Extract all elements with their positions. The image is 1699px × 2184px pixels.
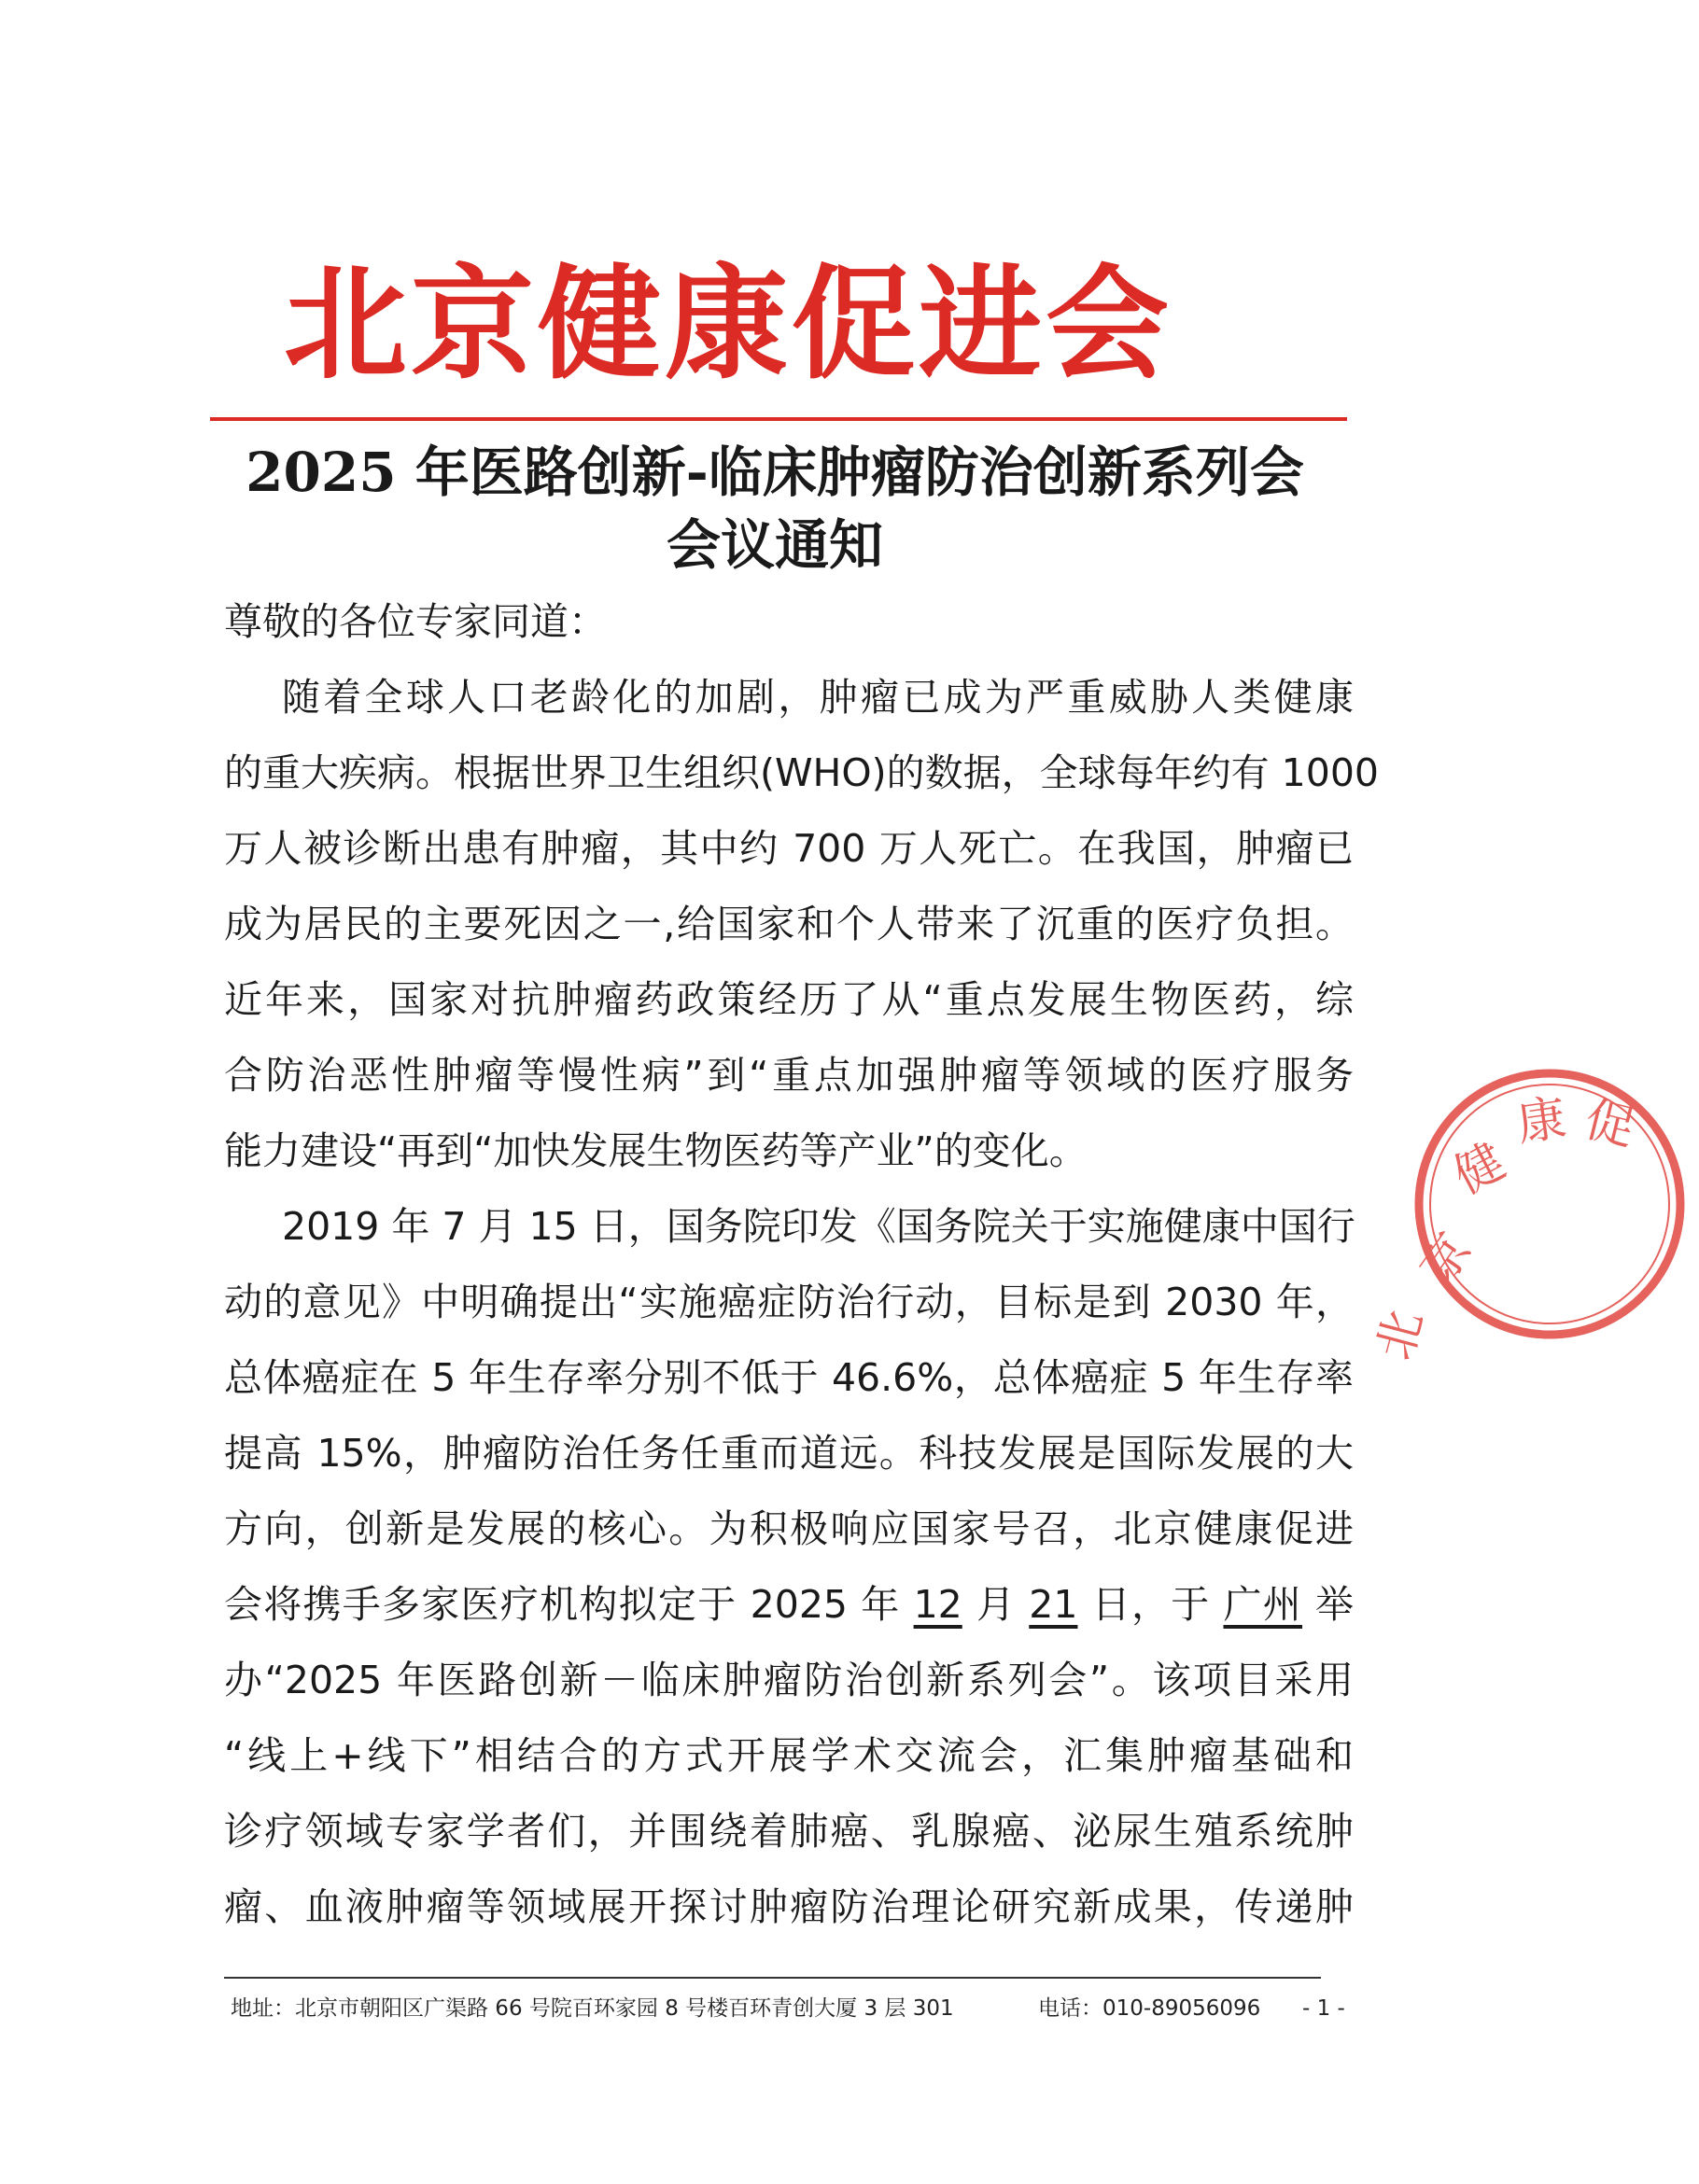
meeting-city: 广州 <box>1223 1582 1303 1627</box>
paragraph-1-line: 合防治恶性肿瘤等慢性病”到“重点加强肿瘤等领域的医疗服务 <box>224 1053 1354 1098</box>
svg-text:京: 京 <box>1409 1223 1483 1295</box>
notice-subtitle: 会议通知 <box>666 513 883 577</box>
paragraph-1-line: 万人被诊断出患有肿瘤，其中约 700 万人死亡。在我国，肿瘤已 <box>224 826 1354 871</box>
meeting-day: 21 <box>1029 1582 1078 1627</box>
seal-graphic <box>1368 1073 1680 1365</box>
header-divider <box>210 417 1347 421</box>
paragraph-2-line: 诊疗领域专家学者们，并围绕着肺癌、乳腺癌、泌尿生殖系统肿 <box>224 1809 1354 1854</box>
meeting-date-line <box>224 1567 1354 1643</box>
svg-text:健: 健 <box>1444 1133 1515 1206</box>
paragraph-2-line: 方向，创新是发展的核心。为积极响应国家号召，北京健康促进 <box>224 1506 1354 1551</box>
day-suffix: 日，于 <box>1090 1582 1211 1627</box>
date-line-prefix: 会将携手多家医疗机构拟定于 2025 年 <box>224 1582 901 1627</box>
paragraph-1-line: 随着全球人口老龄化的加剧，肿瘤已成为严重威胁人类健康 <box>282 675 1354 720</box>
paragraph-2-line: 动的意见》中明确提出“实施癌症防治行动，目标是到 2030 年， <box>224 1280 1354 1324</box>
page-number: - 1 - <box>1302 1996 1345 2021</box>
salutation: 尊敬的各位专家同道： <box>224 599 607 644</box>
svg-text:促: 促 <box>1579 1091 1640 1158</box>
meeting-month: 12 <box>913 1582 962 1627</box>
date-line-suffix: 举 <box>1315 1582 1355 1627</box>
paragraph-2-line: 2019 年 7 月 15 日，国务院印发《国务院关于实施健康中国行 <box>282 1204 1355 1249</box>
notice-title: 2025 年医路创新-临床肿瘤防治创新系列会 <box>246 441 1304 504</box>
paragraph-2-line: 瘤、血液肿瘤等领域展开探讨肿瘤防治理论研究新成果，传递肿 <box>224 1884 1354 1929</box>
letter-body <box>224 584 1380 1945</box>
paragraph-1-line: 近年来，国家对抗肿瘤药政策经历了从“重点发展生物医药，综 <box>224 977 1354 1022</box>
footer-divider <box>224 1977 1321 1979</box>
paragraph-2-line: 总体癌症在 5 年生存率分别不低于 46.6%，总体癌症 5 年生存率 <box>224 1355 1354 1400</box>
paragraph-1-line: 成为居民的主要死因之一,给国家和个人带来了沉重的医疗负担。 <box>224 902 1354 946</box>
month-suffix: 月 <box>975 1582 1017 1627</box>
paragraph-2-line: “线上+线下”相结合的方式开展学术交流会，汇集肿瘤基础和 <box>224 1733 1354 1778</box>
org-name-header: 北京健康促进会 <box>284 253 1172 397</box>
footer-address: 地址：北京市朝阳区广渠路 66 号院百环家园 8 号楼百环青创大厦 3 层 301 <box>231 1996 954 2021</box>
paragraph-1-line: 能力建设“再到“加快发展生物医药等产业”的变化。 <box>224 1128 1088 1173</box>
footer-phone: 电话：010-89056096 <box>1038 1996 1261 2021</box>
paragraph-2-line: 提高 15%，肿瘤防治任务任重而道远。科技发展是国际发展的大 <box>224 1431 1354 1476</box>
official-seal-stamp <box>1367 1055 1699 1366</box>
paragraph-2-line: 办“2025 年医路创新－临床肿瘤防治创新系列会”。该项目采用 <box>224 1658 1354 1702</box>
svg-text:康: 康 <box>1513 1090 1570 1153</box>
paragraph-1-line: 的重大疾病。根据世界卫生组织(WHO)的数据，全球每年约有 1000 <box>224 750 1380 795</box>
svg-text:北: 北 <box>1367 1304 1435 1366</box>
